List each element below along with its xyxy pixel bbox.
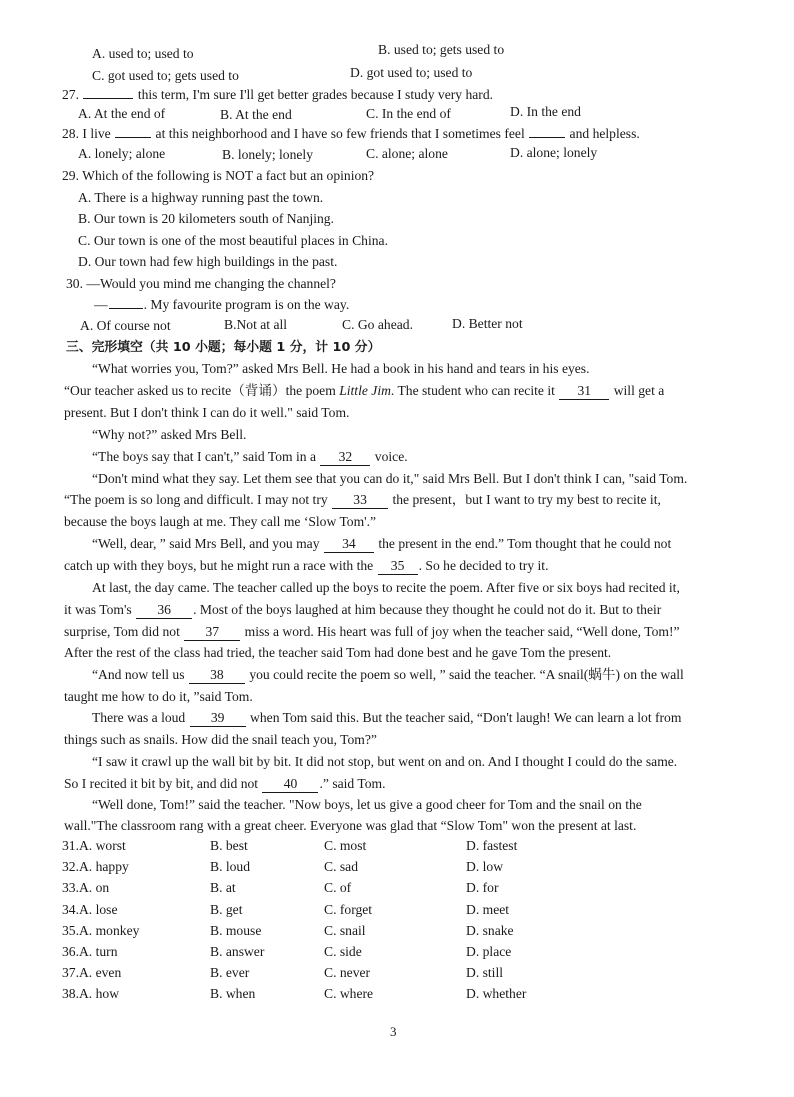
cloze-option-a: 38.A. how — [62, 986, 120, 1001]
cloze-option-a: 32.A. happy — [62, 859, 129, 874]
cloze-option-d: D. place — [466, 944, 512, 959]
cloze-option-b: B. ever — [210, 965, 250, 980]
cloze-option-c: C. of — [324, 880, 352, 895]
q30-option-a: A. Of course not — [80, 318, 171, 333]
blank-37: 37 — [184, 624, 240, 641]
q26-option-c: C. got used to; gets used to — [92, 68, 239, 83]
passage-line: “The boys say that I can't,” said Tom in a 32 voice. — [92, 449, 408, 464]
cloze-option-a: 31.A. worst — [62, 838, 126, 853]
cloze-option-a: 35.A. monkey — [62, 923, 140, 938]
dash: — — [94, 297, 108, 312]
blank-38: 38 — [189, 667, 245, 684]
cloze-option-b: B. answer — [210, 944, 265, 959]
blank-39: 39 — [190, 710, 246, 727]
blank-32: 32 — [320, 449, 370, 466]
passage-line: “Well done, Tom!” said the teacher. "Now boys, let us give a good cheer for Tom and the snail on the — [92, 797, 642, 812]
passage-line: “And now tell us 38 you could recite the poem so well, ” said the teacher. “A snail(蜗牛) on the wall — [92, 667, 684, 682]
cloze-option-c: C. forget — [324, 902, 373, 917]
cloze-option-a: 37.A. even — [62, 965, 122, 980]
blank-40: 40 — [262, 776, 318, 793]
passage-line: There was a loud 39 when Tom said this. But the teacher said, “Don't laugh! We can learn a lot from — [92, 710, 682, 725]
page-number: 3 — [390, 1024, 397, 1039]
poem-title: Little Jim — [339, 383, 391, 398]
blank-36: 36 — [136, 602, 192, 619]
cloze-option-c: C. never — [324, 965, 371, 980]
passage-line: it was Tom's 36 . Most of the boys laughed at him because they thought he could not do it. But to their — [64, 602, 662, 617]
cloze-option-c: C. sad — [324, 859, 358, 874]
blank-35: 35 — [378, 558, 418, 575]
cloze-option-b: B. mouse — [210, 923, 262, 938]
q27-option-d: D. In the end — [510, 104, 581, 119]
passage-line: because the boys laugh at me. They call me ‘Slow Tom'.” — [64, 514, 377, 529]
q29-option-d: D. Our town had few high buildings in the past. — [78, 254, 338, 269]
passage-line: taught me how to do it, ”said Tom. — [64, 689, 253, 704]
cloze-option-c: C. side — [324, 944, 362, 959]
answer-blank — [83, 98, 133, 99]
q27-option-b: B. At the end — [220, 107, 292, 122]
q29-option-c: C. Our town is one of the most beautiful places in China. — [78, 233, 388, 248]
blank-33: 33 — [332, 492, 388, 509]
q30-reply — [94, 295, 349, 315]
q30-option-d: D. Better not — [452, 316, 523, 331]
q28-option-b: B. lonely; lonely — [222, 147, 313, 162]
cloze-option-b: B. when — [210, 986, 256, 1001]
passage-line: surprise, Tom did not 37 miss a word. His heart was full of joy when the teacher said, “Well done, Tom!” — [64, 624, 680, 639]
q30-option-b: B.Not at all — [224, 317, 288, 332]
q28-stem — [62, 124, 640, 144]
question-number: 28. — [62, 126, 79, 141]
passage-line: catch up with they boys, but he might run a race with the 35 . So he decided to try it. — [64, 558, 549, 573]
passage-line: wall."The classroom rang with a great cheer. Everyone was glad that “Slow Tom" won the present at last. — [64, 818, 637, 833]
passage-line: present. But I don't think I can do it well." said Tom. — [64, 405, 350, 420]
cloze-option-a: 36.A. turn — [62, 944, 118, 959]
q29-stem: 29. Which of the following is NOT a fact but an opinion? — [62, 168, 375, 183]
cloze-option-b: B. best — [210, 838, 248, 853]
cloze-option-a: 33.A. on — [62, 880, 110, 895]
question-text: this term, I'm sure I'll get better grades because I study very hard. — [137, 87, 494, 102]
cloze-option-a: 34.A. lose — [62, 902, 118, 917]
passage-line: “Why not?” asked Mrs Bell. — [92, 427, 247, 442]
cloze-option-d: D. for — [466, 880, 499, 895]
blank-31: 31 — [559, 383, 609, 400]
answer-blank — [529, 137, 565, 138]
q27-stem — [62, 85, 493, 105]
cloze-option-b: B. get — [210, 902, 243, 917]
passage-line: things such as snails. How did the snail teach you, Tom?” — [64, 732, 377, 747]
question-text: at this neighborhood and I have so few friends that I sometimes feel — [155, 126, 525, 141]
cloze-option-c: C. where — [324, 986, 374, 1001]
cloze-option-c: C. most — [324, 838, 367, 853]
reply-text: . My favourite program is on the way. — [143, 297, 350, 312]
answer-blank — [109, 308, 143, 309]
question-text: I live — [82, 126, 111, 141]
passage-line: “Our teacher asked us to recite（背诵）the poem Little Jim. The student who can recite it 31 will get a — [64, 383, 665, 398]
q30-option-c: C. Go ahead. — [342, 317, 413, 332]
cloze-option-d: D. meet — [466, 902, 510, 917]
question-text: and helpless. — [569, 126, 640, 141]
q30-stem: 30. —Would you mind me changing the channel? — [66, 276, 336, 291]
q28-option-a: A. lonely; alone — [78, 146, 166, 161]
passage-line: “I saw it crawl up the wall bit by bit. It did not stop, but went on and on. And I thought I could do the same. — [92, 754, 678, 769]
cloze-option-d: D. still — [466, 965, 504, 980]
cloze-option-d: D. fastest — [466, 838, 518, 853]
cloze-option-c: C. snail — [324, 923, 366, 938]
q26-option-d: D. got used to; used to — [350, 65, 473, 80]
section-title: 三、完形填空（共 10 小题；每小题 1 分，计 10 分） — [66, 340, 381, 355]
cloze-option-b: B. at — [210, 880, 236, 895]
cloze-option-d: D. whether — [466, 986, 527, 1001]
q27-option-c: C. In the end of — [366, 106, 451, 121]
answer-blank — [115, 137, 151, 138]
q26-option-a: A. used to; used to — [92, 46, 194, 61]
q28-option-c: C. alone; alone — [366, 146, 448, 161]
passage-line: “The poem is so long and difficult. I may not try 33 the present，but I want to try my best to recite it, — [64, 492, 661, 507]
passage-line: “Well, dear, ” said Mrs Bell, and you may 34 the present in the end.” Tom thought that he could not — [92, 536, 672, 551]
q26-option-b: B. used to; gets used to — [378, 42, 505, 57]
q27-option-a: A. At the end of — [78, 106, 166, 121]
question-number: 27. — [62, 87, 79, 102]
q28-option-d: D. alone; lonely — [510, 145, 598, 160]
passage-line: So I recited it bit by bit, and did not 40 .” said Tom. — [64, 776, 386, 791]
q29-option-a: A. There is a highway running past the town. — [78, 190, 324, 205]
passage-line: At last, the day came. The teacher called up the boys to recite the poem. After five or six boys had recited it, — [92, 580, 680, 595]
passage-line: “What worries you, Tom?” asked Mrs Bell. He had a book in his hand and tears in his eyes. — [92, 361, 590, 376]
cloze-option-d: D. low — [466, 859, 504, 874]
cloze-option-b: B. loud — [210, 859, 251, 874]
passage-line: “Don't mind what they say. Let them see that you can do it," said Mrs Bell. But I don't think I can, "said Tom. — [92, 471, 688, 486]
q29-option-b: B. Our town is 20 kilometers south of Nanjing. — [78, 211, 334, 226]
blank-34: 34 — [324, 536, 374, 553]
passage-line: After the rest of the class had tried, the teacher said Tom had done best and he gave Tom the present. — [64, 645, 612, 660]
cloze-option-d: D. snake — [466, 923, 514, 938]
